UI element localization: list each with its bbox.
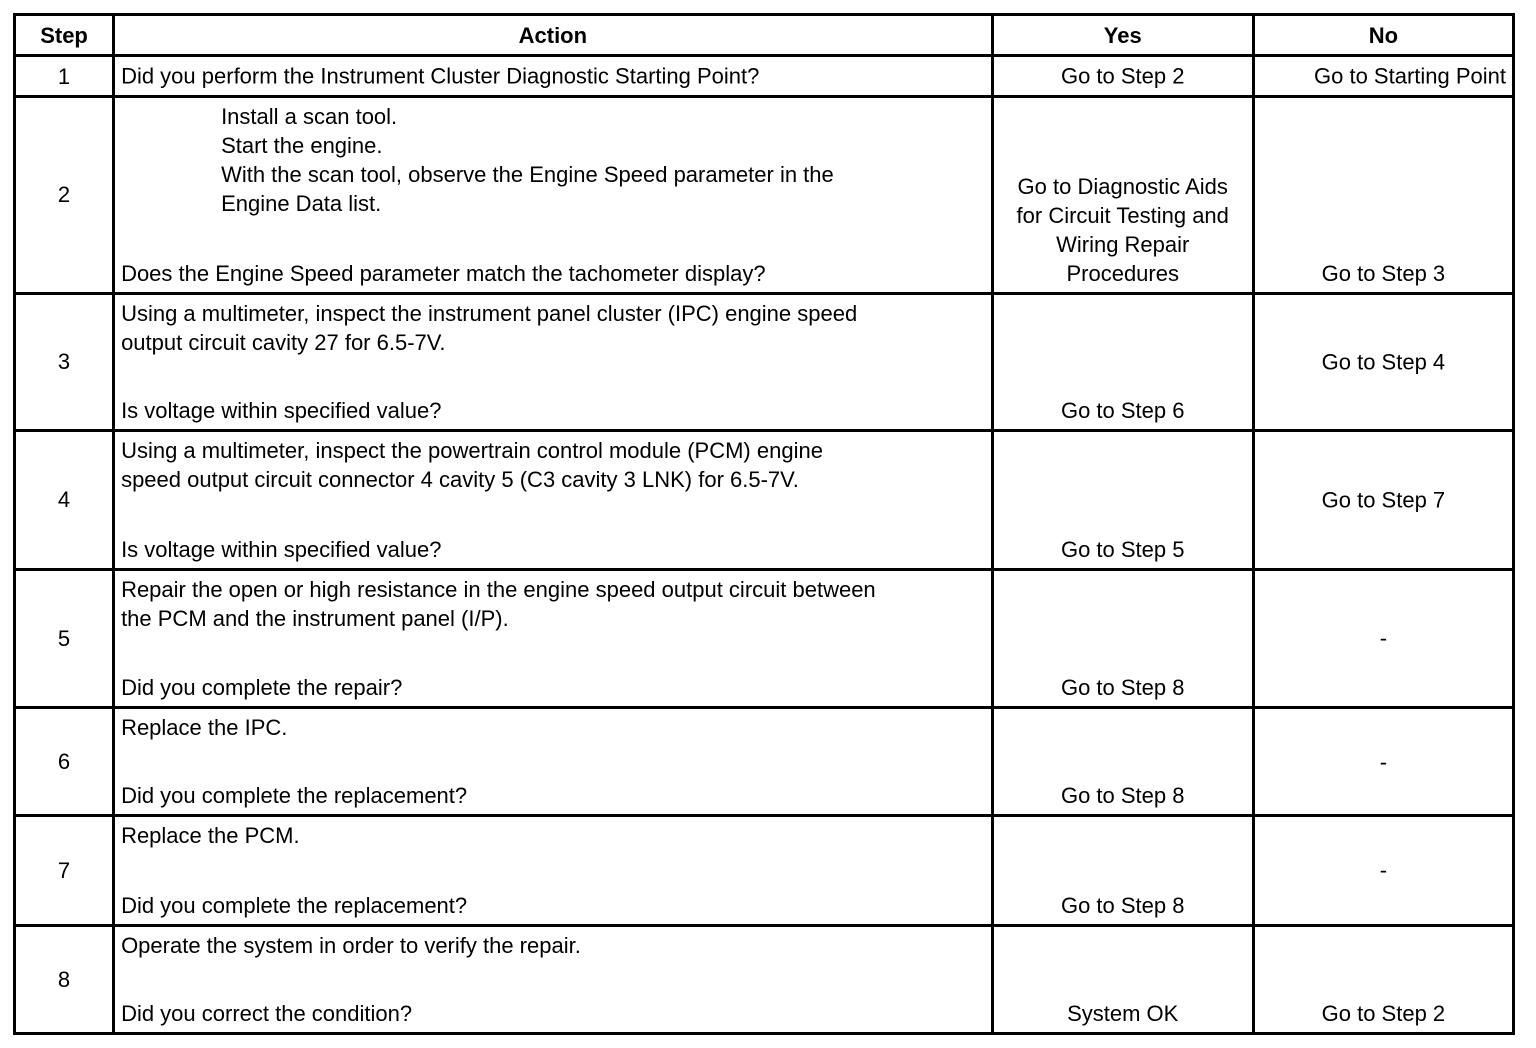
action-line: Using a multimeter, inspect the instrument panel cluster (IPC) engine speed [121, 300, 858, 326]
table-row [15, 431, 1514, 569]
no-result: Go to Step 4 [1321, 349, 1446, 375]
no-cell [1253, 431, 1513, 569]
no-result: Go to Step 3 [1321, 260, 1446, 286]
step-number: 2 [15, 97, 114, 294]
action-line: Replace the IPC. [121, 714, 288, 740]
action-cell [114, 925, 993, 1033]
action-line: the PCM and the instrument panel (I/P). [121, 605, 509, 631]
action-cell [114, 97, 993, 294]
no-result: - [1379, 749, 1388, 775]
no-result: - [1379, 625, 1388, 651]
table-row [15, 56, 1514, 97]
yes-result: Go to Step 8 [1060, 783, 1185, 809]
action-instructions [121, 299, 985, 357]
action-line: Using a multimeter, inspect the powertrain control module (PCM) engine [121, 438, 823, 464]
action-item: Install a scan tool. [221, 104, 398, 130]
action-line: Operate the system in order to verify the repair. [121, 932, 581, 958]
action-item: With the scan tool, observe the Engine Speed parameter in the [221, 162, 834, 188]
step-number: 7 [15, 816, 114, 925]
action-question: Did you correct the condition? [121, 1001, 413, 1026]
action-cell [114, 431, 993, 569]
no-result: Go to Starting Point [1314, 63, 1506, 89]
step-number: 1 [15, 56, 114, 97]
no-cell [1253, 569, 1513, 707]
no-cell [1253, 56, 1513, 97]
yes-cell [992, 925, 1253, 1033]
action-instructions [121, 436, 985, 494]
table-row [15, 569, 1514, 707]
table-row [15, 925, 1514, 1033]
action-question: Did you complete the replacement? [121, 892, 468, 918]
table-row [15, 293, 1514, 430]
no-cell [1253, 925, 1513, 1033]
no-result: Go to Step 7 [1321, 487, 1446, 513]
yes-cell [992, 56, 1253, 97]
yes-cell [992, 707, 1253, 815]
step-number: 3 [15, 293, 114, 430]
action-question: Is voltage within specified value? [121, 398, 442, 424]
yes-result: Go to Step 8 [1060, 892, 1185, 918]
yes-cell [992, 97, 1253, 294]
no-cell [1253, 816, 1513, 925]
table-row [15, 97, 1514, 294]
yes-cell [992, 816, 1253, 925]
no-result: - [1379, 857, 1388, 883]
no-cell [1253, 707, 1513, 815]
step-number: 8 [15, 925, 114, 1033]
action-question: Does the Engine Speed parameter match the tachometer display? [121, 260, 766, 286]
yes-line: Procedures [1066, 260, 1179, 286]
no-cell [1253, 293, 1513, 430]
yes-result [994, 172, 1252, 288]
diagnostic-table [13, 13, 1515, 1035]
action-instructions [121, 575, 985, 633]
yes-result: Go to Step 2 [1060, 63, 1185, 89]
step-number: 4 [15, 431, 114, 569]
action-instructions [121, 931, 985, 960]
action-cell [114, 707, 993, 815]
action-item: Engine Data list. [221, 191, 382, 217]
action-cell [114, 293, 993, 430]
header-action: Action [114, 15, 993, 56]
action-line: Repair the open or high resistance in the engine speed output circuit between [121, 576, 876, 602]
yes-line: for Circuit Testing and [1016, 202, 1229, 228]
yes-line: Wiring Repair [1056, 231, 1190, 257]
action-line: output circuit cavity 27 for 6.5-7V. [121, 329, 446, 355]
yes-result: System OK [1067, 1001, 1179, 1026]
header-yes: Yes [992, 15, 1253, 56]
yes-result: Go to Step 6 [1060, 398, 1185, 424]
action-instructions [121, 821, 985, 850]
action-question: Did you complete the repair? [121, 674, 403, 700]
header-no: No [1253, 15, 1513, 56]
yes-cell [992, 569, 1253, 707]
yes-line: Go to Diagnostic Aids [1017, 173, 1228, 199]
no-result: Go to Step 2 [1321, 1001, 1446, 1026]
header-row [15, 15, 1514, 56]
action-cell [114, 56, 993, 97]
action-line: Replace the PCM. [121, 823, 300, 849]
action-line: speed output circuit connector 4 cavity 5 (C3 cavity 3 LNK) for 6.5-7V. [121, 467, 799, 493]
step-number: 5 [15, 569, 114, 707]
step-number: 6 [15, 707, 114, 815]
table-row [15, 816, 1514, 925]
table-row [15, 707, 1514, 815]
action-question: Did you complete the replacement? [121, 783, 468, 809]
action-cell [114, 816, 993, 925]
yes-result: Go to Step 8 [1060, 674, 1185, 700]
action-question: Did you perform the Instrument Cluster Diagnostic Starting Point? [121, 63, 760, 89]
action-item: Start the engine. [221, 133, 383, 159]
action-cell [114, 569, 993, 707]
action-question: Is voltage within specified value? [121, 536, 442, 562]
yes-cell [992, 293, 1253, 430]
action-instructions [121, 713, 985, 742]
yes-result: Go to Step 5 [1060, 536, 1185, 562]
action-instructions [121, 102, 985, 218]
header-step: Step [15, 15, 114, 56]
no-cell [1253, 97, 1513, 294]
yes-cell [992, 431, 1253, 569]
